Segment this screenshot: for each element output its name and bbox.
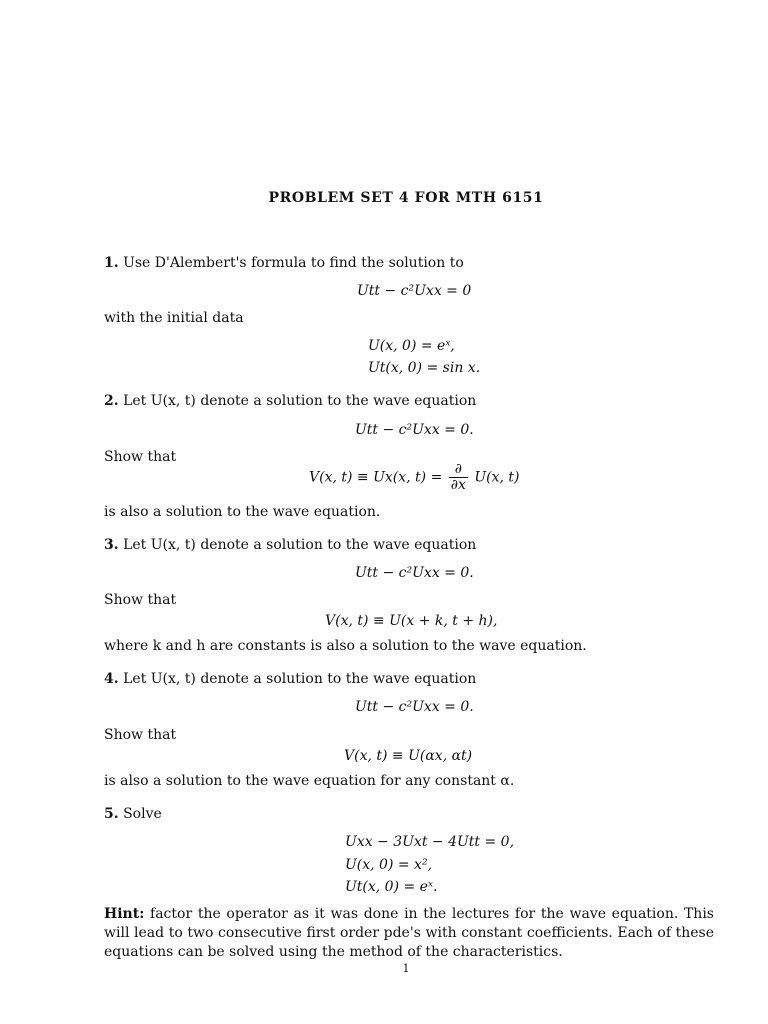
body-text: is also a solution to the wave equation.: [104, 504, 381, 520]
equation: Uxx − 3Uxt − 4Utt = 0,: [345, 834, 515, 850]
problem-number: 5.: [104, 806, 119, 822]
page-title: PROBLEM SET 4 FOR MTH 6151: [268, 190, 544, 206]
problem-1-statement: [104, 255, 464, 271]
equation-left: V(x, t) ≡ Ux(x, t) =: [309, 469, 443, 486]
equation: Utt − c²Uxx = 0: [357, 283, 472, 299]
problem-text: Solve: [123, 806, 162, 822]
hint-text: factor the operator as it was done in the lectures for the wave equation. This will lead to two consecutive first order pde's with constant coefficients. Each of these equations can be solved using the method of the characteristics.: [104, 906, 714, 960]
problem-number: 2.: [104, 393, 119, 409]
equation-right: U(x, t): [474, 469, 520, 486]
fraction-denominator: ∂x: [450, 477, 466, 493]
equation: U(x, 0) = eˣ,: [368, 338, 455, 354]
problem-number: 3.: [104, 537, 119, 553]
problem-5-statement: [104, 806, 162, 822]
page-number: 1: [402, 962, 410, 975]
body-text: with the initial data: [104, 310, 244, 326]
problem-text: Let U(x, t) denote a solution to the wave equation: [123, 537, 477, 553]
equation: Ut(x, 0) = eˣ.: [345, 879, 438, 895]
equation: Utt − c²Uxx = 0.: [355, 699, 474, 715]
body-text: Show that: [104, 592, 177, 608]
hint-paragraph: [104, 905, 714, 962]
problem-4-statement: [104, 671, 476, 687]
problem-text: Let U(x, t) denote a solution to the wave equation: [123, 671, 477, 687]
equation: V(x, t) ≡ U(αx, αt): [344, 748, 473, 764]
body-text: is also a solution to the wave equation for any constant α.: [104, 773, 515, 789]
body-text: Show that: [104, 727, 177, 743]
problem-number: 4.: [104, 671, 119, 687]
equation: V(x, t) ≡ U(x + k, t + h),: [325, 613, 498, 629]
equation: U(x, 0) = x²,: [345, 857, 433, 873]
equation-derivative: [309, 462, 520, 493]
problem-3-statement: [104, 537, 476, 553]
problem-2-statement: [104, 393, 476, 409]
problem-text: Use D'Alembert's formula to find the solution to: [123, 255, 464, 271]
problem-text: Let U(x, t) denote a solution to the wave equation: [123, 393, 477, 409]
equation: Utt − c²Uxx = 0.: [355, 565, 474, 581]
equation: Utt − c²Uxx = 0.: [355, 422, 474, 438]
partial-fraction: [449, 462, 468, 493]
body-text: where k and h are constants is also a solution to the wave equation.: [104, 638, 587, 654]
body-text: Show that: [104, 449, 177, 465]
equation: Ut(x, 0) = sin x.: [368, 360, 481, 376]
problem-number: 1.: [104, 255, 119, 271]
fraction-numerator: ∂: [449, 462, 468, 478]
hint-label: Hint:: [104, 906, 145, 922]
